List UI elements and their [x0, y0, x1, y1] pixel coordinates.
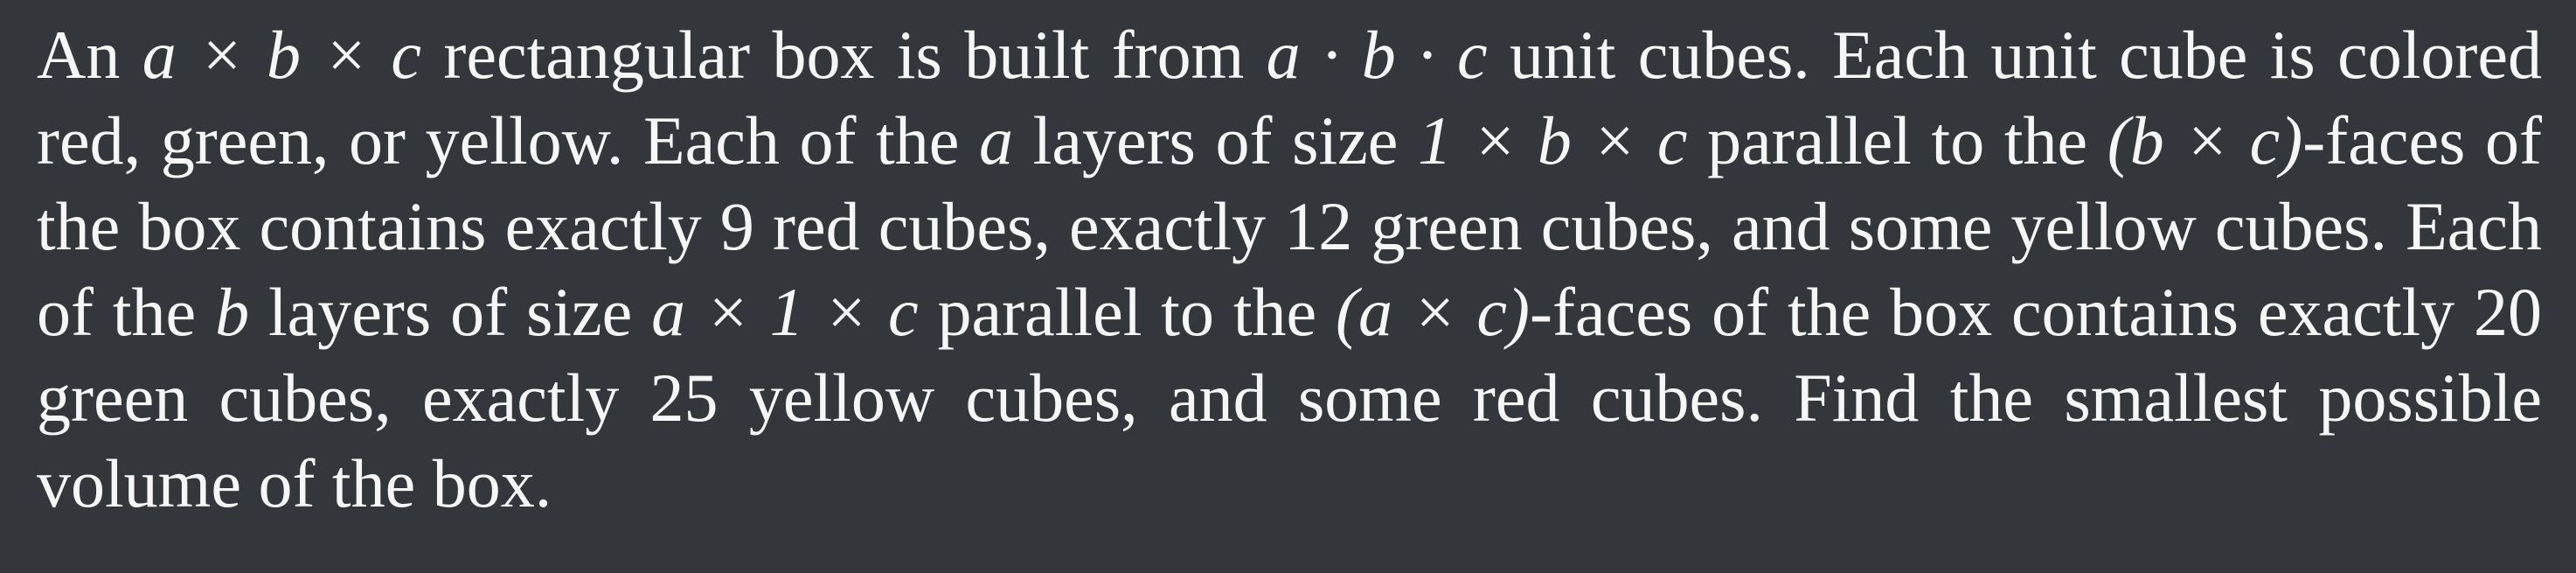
problem-text-6: -faces of the box contains exactly 9 red cubes, exactly 12 green cubes, and some yellow cubes. Each of the — [37, 102, 2543, 350]
math-b: b — [215, 274, 250, 350]
math-cube-count: a · b · c — [1266, 17, 1488, 93]
problem-text-7: layers of size — [249, 274, 652, 350]
problem-text-5: parallel to the — [1687, 102, 2107, 178]
math-bc-face: (b × c) — [2107, 102, 2303, 178]
math-layer-a: 1 × b × c — [1418, 102, 1688, 178]
math-a: a — [979, 102, 1014, 178]
problem-statement — [37, 12, 2542, 527]
math-layer-b: a × 1 × c — [651, 274, 919, 350]
problem-text-8: parallel to the — [918, 274, 1337, 350]
problem-text-1: An — [37, 17, 142, 93]
problem-text-9: -faces of the box contains exactly 20 green cubes, exactly 25 yellow cubes, and some red cubes. Find the smallest possible volume of the box. — [37, 274, 2542, 521]
problem-text-4: layers of size — [1013, 102, 1419, 178]
math-box-dimensions: a × b × c — [142, 17, 422, 93]
math-ac-face: (a × c) — [1336, 274, 1531, 350]
problem-text-3: unit cubes. Each unit cube is colored red, green, or yellow. Each of the — [37, 17, 2542, 178]
problem-text-2: rectangular box is built from — [421, 17, 1267, 93]
